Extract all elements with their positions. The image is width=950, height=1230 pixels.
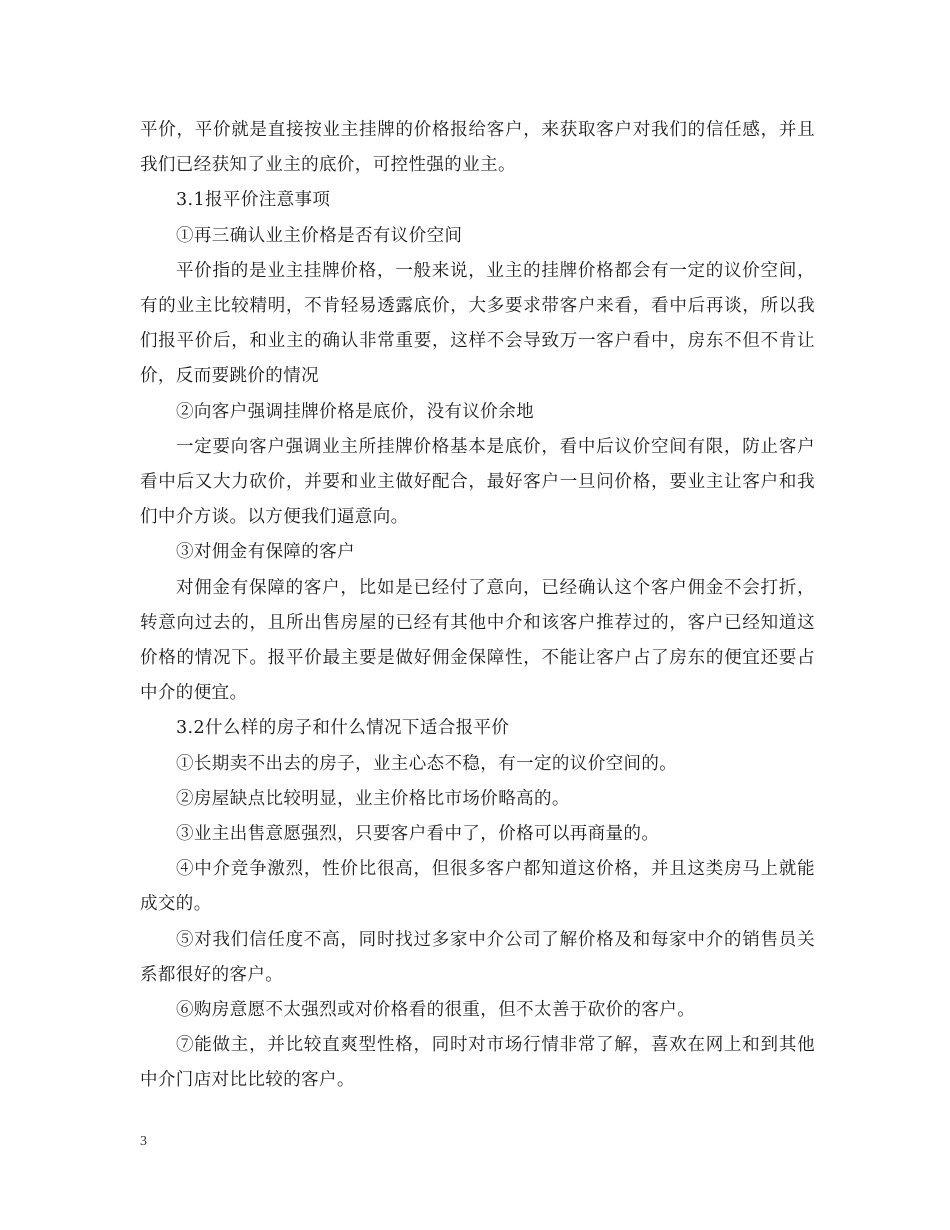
page-number: 3 — [140, 1134, 147, 1149]
paragraph-item-2-body: 一定要向客户强调业主所挂牌价格基本是底价，看中后议价空间有限，防止客户看中后又大力砍价，并要和业主做好配合，最好客户一旦问价格，要业主让客户和我们中介方谈。以方便我们逼意向。 — [140, 436, 815, 528]
list-item-4: ④中介竞争激烈，性价比很高，但很多客户都知道这价格，并且这类房马上就能成交的。 — [140, 859, 815, 915]
list-item-5: ⑤对我们信任度不高，同时找过多家中介公司了解价格及和每家中介的销售员关系都很好的客户。 — [140, 929, 815, 985]
section-heading-3-2: 3.2什么样的房子和什么情况下适合报平价 — [176, 718, 510, 739]
subheading-item-3: ③对佣金有保障的客户 — [176, 542, 355, 563]
section-heading-3-1: 3.1报平价注意事项 — [176, 190, 331, 211]
list-item-7: ⑦能做主，并比较直爽型性格，同时对市场行情非常了解，喜欢在网上和到其他中介门店对比比较的客户。 — [140, 1035, 815, 1091]
paragraph-item-1-body: 平价指的是业主挂牌价格，一般来说，业主的挂牌价格都会有一定的议价空间，有的业主比较精明，不肯轻易透露底价，大多要求带客户来看，看中后再谈，所以我们报平价后，和业主的确认非常重要，这样不会导致万一客户看中，房东不但不肯让价，反而要跳价的情况 — [140, 260, 815, 387]
list-item-6: ⑥购房意愿不太强烈或对价格看的很重，但不太善于砍价的客户。 — [176, 1000, 696, 1021]
paragraph-intro-continuation: 平价，平价就是直接按业主挂牌的价格报给客户，来获取客户对我们的信任感，并且我们已经获知了业主的底价，可控性强的业主。 — [140, 120, 815, 176]
list-item-2: ②房屋缺点比较明显，业主价格比市场价略高的。 — [176, 788, 570, 809]
subheading-item-2: ②向客户强调挂牌价格是底价，没有议价余地 — [176, 401, 534, 422]
document-body — [140, 113, 815, 1099]
list-item-1: ①长期卖不出去的房子，业主心态不稳，有一定的议价空间的。 — [176, 753, 678, 774]
paragraph-item-3-body: 对佣金有保障的客户，比如是已经付了意向，已经确认这个客户佣金不会打折，转意向过去的，且所出售房屋的已经有其他中介和该客户推荐过的，客户已经知道这价格的情况下。报平价最主要是做好佣金保障性，不能让客户占了房东的便宜还要占中介的便宜。 — [140, 577, 815, 704]
subheading-item-1: ①再三确认业主价格是否有议价空间 — [176, 225, 463, 246]
list-item-3: ③业主出售意愿强烈，只要客户看中了，价格可以再商量的。 — [176, 824, 660, 845]
